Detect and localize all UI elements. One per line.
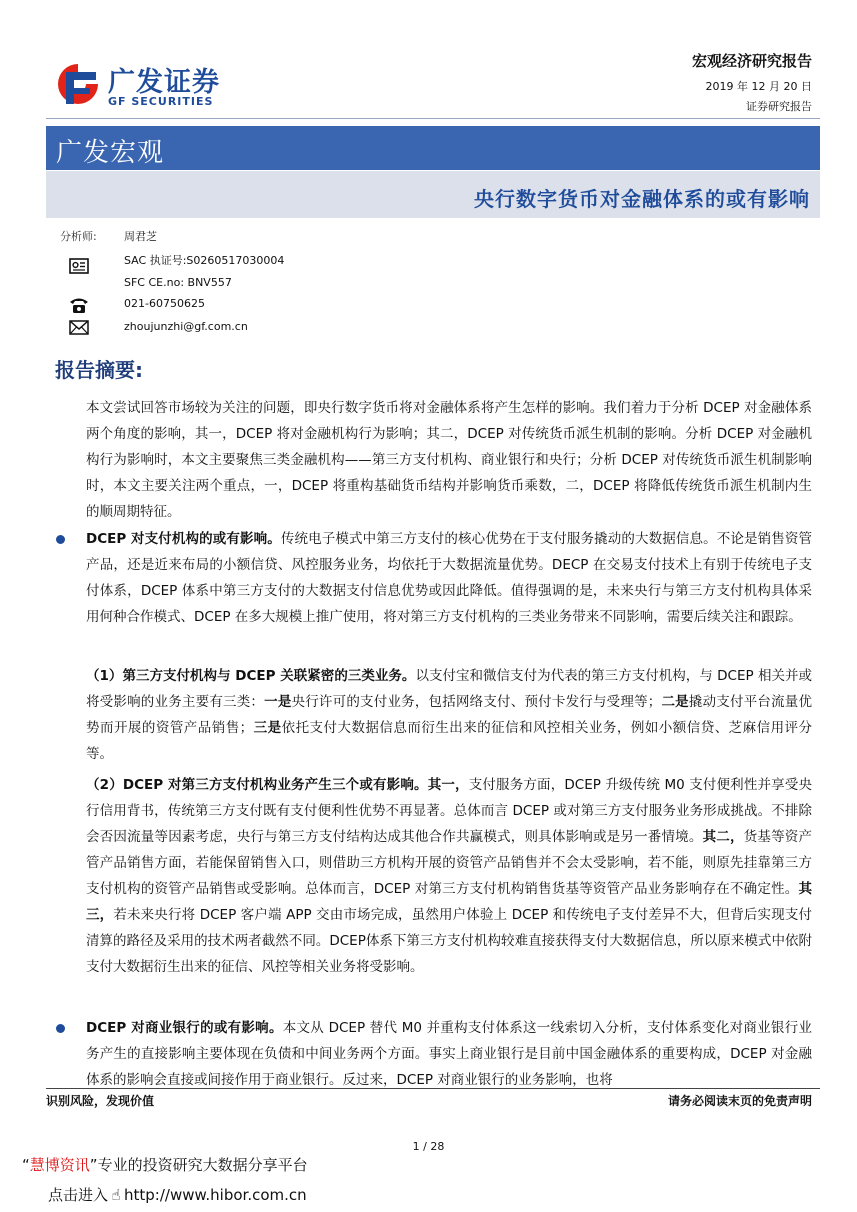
sub-emph: 其二， <box>702 829 744 845</box>
phone-icon <box>68 295 90 315</box>
bullet-text: 传统电子模式中第三方支付的核心优势在于支付服务撬动的大数据信息。不论是销售资管产品，还是近来布局的小额信贷、风控服务业务，均依托于大数据流量优势。DECP 在交易支付技术上有别于传统电子支付体系，DCEP 体系中第三方支付的大数据支付信息优势或因此降低。值得强调的是，未来央行与第三方支付机构具体采用何种合作模式、DCEP 在多大规模上推广使用，将对第三方支付机构的三类业务带来不同影响，需要后续关注和跟踪。 <box>86 531 812 625</box>
promo-banner <box>22 1154 308 1175</box>
bullet-heading: DCEP 对商业银行的或有影响。 <box>86 1020 283 1036</box>
sub-text: 央行许可的支付业务，包括网络支付、预付卡发行与受理等； <box>291 694 662 710</box>
sub-emph: 三是 <box>253 720 282 736</box>
analyst-label: 分析师: <box>60 230 97 243</box>
analyst-email[interactable]: zhoujunzhi@gf.com.cn <box>124 320 248 333</box>
certificate-icon <box>68 257 90 277</box>
sub-text: 撬动支付平台流量优势而开展的资管产品销售； <box>86 694 813 736</box>
promo-link[interactable] <box>48 1184 307 1205</box>
sub-text: 以支付宝和微信支付为代表的第三方支付机构，与 DCEP 相关并或将受影响的业务主要有三类： <box>86 668 812 710</box>
promo-url[interactable]: http://www.hibor.com.cn <box>124 1186 307 1204</box>
sub-text: 支付服务方面，DCEP 升级传统 M0 支付便利性并享受央行信用背书，传统第三方支付既有支付便利性优势不再显著。总体而言 DCEP 或对第三方支付服务业务形成挑战。不排除会否因流量等因素考虑，央行与第三方支付结构达成其他合作共赢模式，则具体影响或是另一番情境。 <box>86 777 813 845</box>
footer-disclaimer-link[interactable]: 请务必阅读末页的免责声明 <box>667 1094 812 1108</box>
sub-text: 若未来央行将 DCEP 客户端 APP 交由市场完成，虽然用户体验上 DCEP 和传统电子支付差异不大，但背后实现支付清算的路径及采用的技术两者截然不同。DCEP体系下第三方支付机构较难直接获得支付大数据信息，所以原来模式中依附支付大数据衍生出来的征信、风控等相关业务将受影响。 <box>86 907 813 975</box>
brand-name-en: GF SECURITIES <box>108 95 214 108</box>
bullet-icon <box>56 1024 65 1033</box>
section-title: 广发宏观 <box>56 138 165 168</box>
bullet-heading: DCEP 对支付机构的或有影响。 <box>86 531 281 547</box>
promo-brand: 慧博资讯 <box>29 1156 90 1174</box>
sub-heading-1: （1）第三方支付机构与 DCEP 关联紧密的三类业务。 <box>86 668 416 684</box>
analyst-sfc: SFC CE.no: BNV557 <box>124 276 232 289</box>
report-type: 宏观经济研究报告 <box>691 52 812 70</box>
bullet-text: 本文从 DCEP 替代 M0 并重构支付体系这一线索切入分析，支付体系变化对商业银行业务产生的直接影响主要体现在负债和中间业务两个方面。事实上商业银行是目前中国金融体系的重要构成，DCEP 对金融体系的影响会直接或间接作用于商业银行。反过来，DCEP 对商业银行的业务影响，也将 <box>86 1020 812 1088</box>
bullet-icon <box>56 535 65 544</box>
promo-text: ”专业的投资研究大数据分享平台 <box>89 1156 308 1174</box>
footer-slogan: 识别风险，发现价值 <box>46 1094 155 1108</box>
sub-emph: 其一， <box>427 777 469 793</box>
mail-icon <box>68 318 90 338</box>
analyst-name: 周君芝 <box>124 230 157 243</box>
gf-logo-icon <box>56 62 100 106</box>
sub-para-1 <box>86 663 812 767</box>
analyst-phone: 021-60750625 <box>124 297 205 310</box>
summary-heading: 报告摘要: <box>55 358 143 382</box>
bullet-payment-institutions <box>86 526 812 630</box>
sub-emph: 一是 <box>264 694 292 710</box>
sub-para-2 <box>86 772 812 980</box>
sub-heading-2: （2）DCEP 对第三方支付机构业务产生三个或有影响。 <box>86 777 428 793</box>
bullet-commercial-banks <box>86 1015 812 1093</box>
summary-intro: 本文尝试回答市场较为关注的问题，即央行数字货币将对金融体系将产生怎样的影响。我们着力于分析 DCEP 对金融体系两个角度的影响，其一，DCEP 将对金融机构行为影响；其二，DCEP 对传统货币派生机制的影响。分析 DCEP 对金融机构行为影响时，本文主要聚焦三类金融机构——第三方支付机构、商业银行和央行；分析 DCEP 对传统货币派生机制影响时，本文主要关注两个重点，一，DCEP 将重构基础货币结构并影响货币乘数，二，DCEP 将降低传统货币派生机制内生的顺周期特征。 <box>86 400 812 520</box>
footer-divider <box>46 1088 820 1089</box>
hand-pointer-icon: ☝ <box>111 1186 121 1204</box>
analyst-sac: SAC 执证号:S0260517030004 <box>124 254 285 267</box>
brand-name-cn: 广发证券 <box>108 67 220 98</box>
sub-text: 货基等资产管产品销售方面，若能保留销售入口，则借助三方机构开展的资管产品销售并不会太受影响，若不能，则原先挂靠第三方支付机构的资管产品销售或受影响。总体而言，DCEP 对第三方支付机构销售货基等资管产品业务影响存在不确定性。 <box>86 829 813 897</box>
sub-text: 依托支付大数据信息而衍生出来的征信和风控相关业务，例如小额信贷、芝麻信用评分等。 <box>86 720 813 762</box>
report-date: 2019 年 12 月 20 日 <box>705 80 812 93</box>
report-title: 央行数字货币对金融体系的或有影响 <box>474 187 810 211</box>
promo-quote: “ <box>22 1156 30 1174</box>
sub-emph: 二是 <box>661 694 689 710</box>
promo-click-text: 点击进入 <box>48 1186 109 1204</box>
sub-emph: 其三， <box>86 881 812 923</box>
header-divider <box>46 118 820 119</box>
page-number: 1 / 28 <box>412 1140 445 1153</box>
report-category: 证券研究报告 <box>746 100 812 113</box>
